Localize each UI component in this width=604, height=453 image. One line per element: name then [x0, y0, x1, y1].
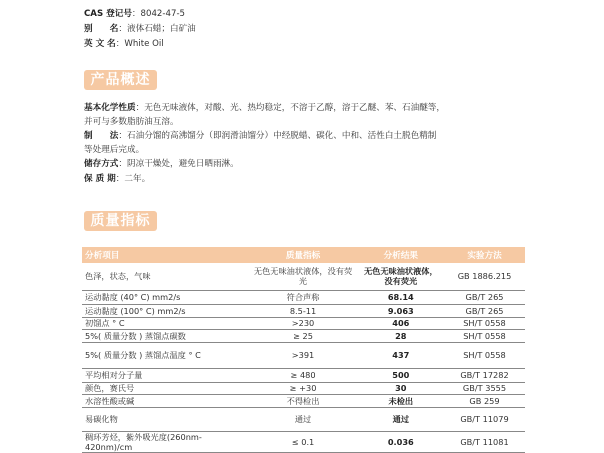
table-cell: 水溶性酸或碱	[82, 394, 248, 407]
table-cell: >230	[248, 317, 357, 329]
table-cell: 500	[358, 368, 444, 382]
overview-value: 石油分馏的高沸馏分（即润滑油馏分）中经脱蜡、碳化、中和、活性白土脱色精制	[127, 131, 437, 141]
overview-label: 制 法	[84, 131, 119, 141]
info-value: White Oil	[124, 39, 164, 49]
table-cell: GB/T 11079	[444, 407, 525, 431]
table-row	[82, 263, 525, 290]
info-line: 别 名：液体石蜡；白矿油	[84, 24, 196, 34]
table-cell: GB/T 3555	[444, 382, 525, 394]
overview-label: 基本化学性质	[84, 103, 136, 113]
overview-line: 储存方式：阴凉干燥处，避免日晒雨淋。	[84, 159, 239, 169]
overview-line	[84, 144, 144, 156]
column-header: 实验方法	[444, 247, 525, 263]
table-cell: 8.5-11	[248, 304, 357, 317]
overview-line: 基本化学性质：无色无味液体，对酸、光、热均稳定，不溶于乙醇，溶于乙醚、苯、石油醚等，	[84, 103, 445, 113]
info-label: 英 文 名	[84, 39, 116, 49]
column-header: 分析项目	[82, 247, 248, 263]
section-title-overview: 产品概述	[84, 70, 157, 90]
table-row	[82, 394, 525, 407]
table-cell: 稠环芳烃，紫外吸光度(260nm-420nm)/cm	[82, 431, 248, 452]
table-cell: 68.14	[358, 290, 444, 304]
info-value: 8042-47-5	[140, 9, 186, 19]
table-cell: 易碳化物	[82, 407, 248, 431]
section-title-quality: 质量指标	[84, 211, 157, 231]
column-header: 质量指标	[248, 247, 357, 263]
table-row	[82, 304, 525, 317]
table-cell: GB 259	[444, 394, 525, 407]
table-cell: SH/T 0558	[444, 329, 525, 342]
table-row	[82, 342, 525, 368]
overview-value: 并可与多数脂肪油互溶。	[84, 117, 179, 127]
info-line: CAS 登记号：8042-47-5	[84, 9, 186, 19]
info-label: CAS 登记号	[84, 9, 132, 19]
table-cell: 通过	[248, 407, 357, 431]
overview-label: 保 质 期	[84, 174, 116, 184]
table-row	[82, 290, 525, 304]
table-cell: 9.063	[358, 304, 444, 317]
table-cell: 色泽，状态，气味	[82, 263, 248, 290]
table-row	[82, 329, 525, 342]
table-cell: GB 1886.215	[444, 263, 525, 290]
table-cell: ≥ 480	[248, 368, 357, 382]
table-cell: 30	[358, 382, 444, 394]
table-cell: 通过	[358, 407, 444, 431]
table-cell: GB/T 265	[444, 290, 525, 304]
overview-label: 储存方式	[84, 159, 119, 169]
table-cell: 颜色，赛氏号	[82, 382, 248, 394]
table-cell: ≥ +30	[248, 382, 357, 394]
table-cell: 406	[358, 317, 444, 329]
table-cell: 5%( 质量分数 ) 蒸馏点温度 ° C	[82, 342, 248, 368]
table-cell: 运动黏度 (100° C) mm2/s	[82, 304, 248, 317]
table-row	[82, 317, 525, 329]
table-cell: 5%( 质量分数 ) 蒸馏点碳数	[82, 329, 248, 342]
table-row	[82, 407, 525, 431]
overview-value: 无色无味液体，对酸、光、热均稳定，不溶于乙醇，溶于乙醚、苯、石油醚等，	[144, 103, 445, 113]
table-cell: 28	[358, 329, 444, 342]
table-cell: 运动黏度 (40° C) mm2/s	[82, 290, 248, 304]
overview-line: 保 质 期：二年。	[84, 174, 151, 184]
table-cell: ≥ 25	[248, 329, 357, 342]
table-cell: 无色无味油状液体，没有荧光	[358, 263, 444, 290]
overview-value: 二年。	[124, 174, 151, 184]
quality-table	[82, 247, 525, 453]
overview-line: 制 法：石油分馏的高沸馏分（即润滑油馏分）中经脱蜡、碳化、中和、活性白土脱色精制	[84, 131, 437, 141]
table-cell: 不得检出	[248, 394, 357, 407]
column-header: 分析结果	[358, 247, 444, 263]
table-cell: 0.036	[358, 431, 444, 452]
info-value: 液体石蜡；白矿油	[127, 24, 196, 34]
table-row	[82, 431, 525, 452]
table-row	[82, 382, 525, 394]
info-label: 别 名	[84, 24, 119, 34]
table-row	[82, 368, 525, 382]
table-cell: 437	[358, 342, 444, 368]
table-cell: GB/T 11081	[444, 431, 525, 452]
table-cell: 初馏点 ° C	[82, 317, 248, 329]
table-cell: GB/T 265	[444, 304, 525, 317]
table-cell: 无色无味油状液体，没有荧光	[248, 263, 357, 290]
table-cell: >391	[248, 342, 357, 368]
overview-line	[84, 116, 179, 128]
table-cell: 未检出	[358, 394, 444, 407]
info-line: 英 文 名：White Oil	[84, 39, 164, 49]
table-cell: SH/T 0558	[444, 342, 525, 368]
table-cell: GB/T 17282	[444, 368, 525, 382]
table-cell: ≤ 0.1	[248, 431, 357, 452]
overview-value: 阴凉干燥处，避免日晒雨淋。	[127, 159, 239, 169]
table-cell: 符合声称	[248, 290, 357, 304]
overview-value: 等处理后完成。	[84, 145, 145, 155]
table-cell: 平均相对分子量	[82, 368, 248, 382]
table-cell: SH/T 0558	[444, 317, 525, 329]
